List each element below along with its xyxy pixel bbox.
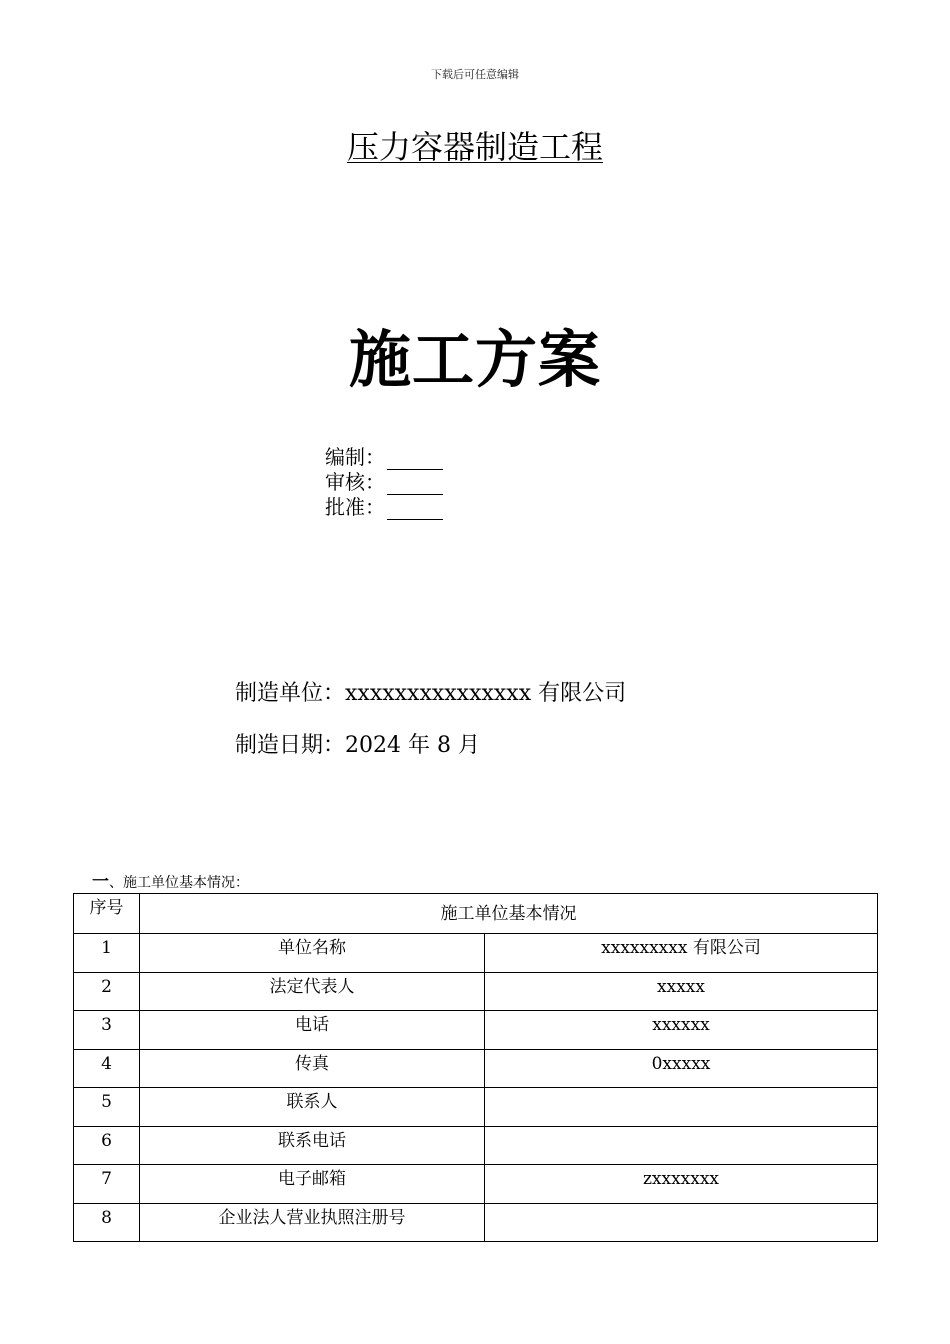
value-cell: xxxxxx: [485, 1011, 878, 1050]
header-seq-cell: 序号: [74, 894, 140, 934]
seq-cell: 7: [74, 1165, 140, 1204]
section-number: 一: [92, 872, 109, 892]
table-row: [74, 1088, 878, 1127]
table-row: [74, 1011, 878, 1050]
table-row: [74, 1203, 878, 1242]
manufacture-date-line: 制造日期：2024 年 8 月: [235, 733, 480, 758]
signature-label: 批准：: [325, 495, 385, 519]
item-cell: 法定代表人: [140, 972, 485, 1011]
signature-blank-line: [387, 499, 443, 520]
table-row: [74, 1049, 878, 1088]
project-title: [0, 126, 950, 168]
item-cell: 电话: [140, 1011, 485, 1050]
contractor-info-table: [73, 893, 878, 1242]
section-heading: [92, 872, 249, 893]
signature-block: [325, 445, 443, 520]
item-cell: 电子邮箱: [140, 1165, 485, 1204]
signature-label: 审核：: [325, 470, 385, 494]
value-cell: [485, 1203, 878, 1242]
table-row: [74, 972, 878, 1011]
signature-row-approved: [325, 495, 443, 520]
signature-row-compiled: [325, 445, 443, 470]
company-block: [235, 678, 626, 782]
section-title: 、施工单位基本情况：: [109, 875, 249, 891]
item-cell: 联系人: [140, 1088, 485, 1127]
value-cell: xxxxxxxxx 有限公司: [485, 934, 878, 973]
manufacturer-line: 制造单位：xxxxxxxxxxxxxxx 有限公司: [235, 681, 627, 706]
signature-row-reviewed: [325, 470, 443, 495]
seq-cell: 2: [74, 972, 140, 1011]
value-cell: [485, 1126, 878, 1165]
value-cell: xxxxx: [485, 972, 878, 1011]
item-cell: 联系电话: [140, 1126, 485, 1165]
value-cell: zxxxxxxx: [485, 1165, 878, 1204]
value-cell: 0xxxxx: [485, 1049, 878, 1088]
seq-cell: 1: [74, 934, 140, 973]
header-note: 下载后可任意编辑: [431, 68, 519, 81]
seq-cell: 4: [74, 1049, 140, 1088]
seq-cell: 3: [74, 1011, 140, 1050]
signature-blank-line: [387, 474, 443, 495]
table-header-row: [74, 894, 878, 934]
seq-cell: 5: [74, 1088, 140, 1127]
signature-blank-line: [387, 449, 443, 470]
item-cell: 传真: [140, 1049, 485, 1088]
signature-label: 编制：: [325, 445, 385, 469]
seq-cell: 6: [74, 1126, 140, 1165]
table-row: [74, 1126, 878, 1165]
table-row: [74, 934, 878, 973]
table-row: [74, 1165, 878, 1204]
item-cell: 企业法人营业执照注册号: [140, 1203, 485, 1242]
project-title-text: 压力容器制造工程: [346, 128, 603, 166]
header-title-cell: 施工单位基本情况: [140, 894, 878, 934]
plan-title: 施工方案: [348, 323, 601, 396]
value-cell: [485, 1088, 878, 1127]
seq-cell: 8: [74, 1203, 140, 1242]
item-cell: 单位名称: [140, 934, 485, 973]
